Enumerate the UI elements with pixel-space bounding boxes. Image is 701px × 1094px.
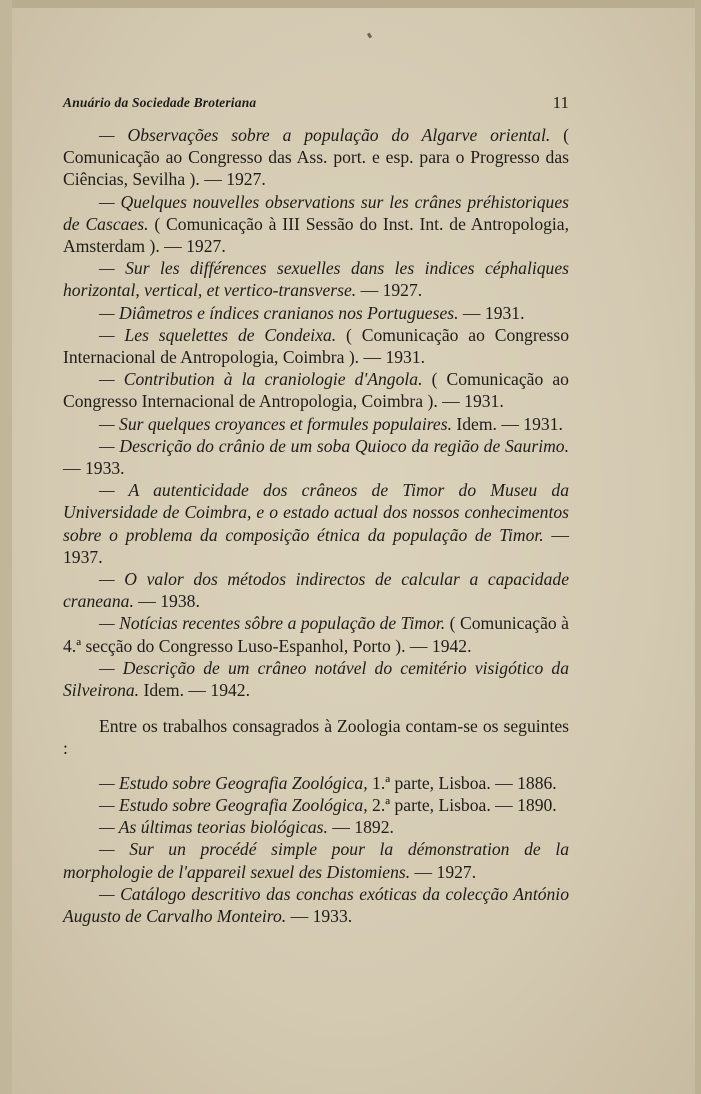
- bibliography-entry: [63, 124, 569, 191]
- bibliography-entry: [63, 883, 569, 927]
- entry-title: — Sur un procédé simple pour la démonstration de la morphologie de l'appareil sexuel des Distomiens.: [63, 839, 569, 882]
- page-edge-left: [0, 0, 12, 1094]
- bibliography-entry: [63, 413, 569, 435]
- entry-title: — Sur les différences sexuelles dans les indices céphaliques horizontal, vertical, et vertico-transverse.: [63, 258, 569, 301]
- entry-title: — Estudo sobre Geografia Zoológica,: [99, 772, 368, 793]
- entry-title: — Contribution à la craniologie d'Angola.: [99, 369, 423, 390]
- bibliography-entry: [63, 568, 569, 612]
- bibliography-entry: [63, 191, 569, 258]
- entry-details: ( Comunicação ao Congresso das Ass. port. e esp. para o Progresso das Ciências, Sevilha ). — 1927.: [63, 125, 569, 190]
- bibliography-entry: [63, 657, 569, 701]
- entry-details: ( Comunicação ao Congresso Internacional de Antropologia, Coimbra ). — 1931.: [63, 324, 569, 368]
- entry-details: ( Comunicação à 4.ª secção do Congresso Luso-Espanhol, Porto ). — 1942.: [63, 613, 569, 656]
- entry-details: — 1931.: [458, 302, 525, 323]
- entry-details: — 1927.: [356, 280, 423, 301]
- zoology-intro: Entre os trabalhos consagrados à Zoologia contam-se os seguintes :: [63, 716, 569, 759]
- entry-title: — Notícias recentes sôbre a população de Timor.: [99, 613, 446, 634]
- entry-details: — 1937.: [63, 524, 569, 567]
- bibliography-entry: [63, 257, 569, 301]
- entry-title: — Sur quelques croyances et formules populaires.: [99, 413, 452, 434]
- bibliography-entry: [63, 324, 569, 368]
- bibliography-entry: [63, 794, 569, 816]
- entry-details: — 1892.: [327, 817, 394, 838]
- entry-details: 1.ª parte, Lisboa. — 1886.: [367, 772, 557, 793]
- entry-title: — Estudo sobre Geografia Zoológica,: [99, 794, 368, 815]
- entry-title: — A autenticidade dos crâneos de Timor do Museu da Universidade de Coimbra, e o estado actual dos nossos conhecimentos sobre o problema da composição étnica da população de Timor.: [63, 480, 569, 545]
- body-text: [63, 124, 569, 927]
- journal-title: Anuário da Sociedade Broteriana: [63, 95, 257, 110]
- bibliography-entry: [63, 816, 569, 838]
- entry-details: ( Comunicação ao Congresso Internacional de Antropologia, Coimbra ). — 1931.: [63, 369, 569, 412]
- bibliography-entry: [63, 302, 569, 324]
- entry-details: Idem. — 1942.: [139, 680, 250, 701]
- bibliography-entry: [63, 772, 569, 794]
- entry-title: — As últimas teorias biológicas.: [99, 817, 328, 838]
- bibliography-entry: [63, 435, 569, 479]
- entry-details: — 1927.: [410, 861, 477, 882]
- entry-title: — Descrição de um crâneo notável do cemitério visigótico da Silveirona.: [63, 657, 569, 701]
- bibliography-entry: [63, 368, 569, 412]
- page-number: 11: [552, 93, 569, 112]
- running-head: [63, 93, 569, 115]
- entry-details: Idem. — 1931.: [451, 413, 563, 434]
- page-edge-right: [695, 0, 701, 1094]
- entry-details: — 1933.: [63, 458, 125, 479]
- entry-details: — 1938.: [133, 591, 200, 612]
- entry-details: — 1933.: [286, 905, 353, 926]
- bibliography-entry: [63, 479, 569, 568]
- page-edge-top: [0, 0, 701, 8]
- entry-title: — Catálogo descritivo das conchas exóticas da colecção António Augusto de Carvalho Monteiro.: [63, 883, 569, 926]
- dust-speck: [367, 33, 372, 39]
- entry-title: — Descrição do crânio de um soba Quioco da região de Saurimo.: [99, 435, 569, 456]
- entry-title: — Les squelettes de Condeixa.: [99, 324, 337, 345]
- entry-title: — Quelques nouvelles observations sur les crânes préhistoriques de Cascaes.: [63, 191, 569, 234]
- entry-details: ( Comunicação à III Sessão do Inst. Int. de Antropologia, Amsterdam ). — 1927.: [63, 213, 570, 257]
- entry-title: — O valor dos métodos indirectos de calcular a capacidade craneana.: [63, 569, 569, 612]
- bibliography-entry: [63, 612, 569, 656]
- entry-title: — Observações sobre a população do Algarve oriental.: [99, 125, 551, 145]
- entry-details: 2.ª parte, Lisboa. — 1890.: [367, 794, 557, 815]
- entry-title: — Diâmetros e índices cranianos nos Portugueses.: [99, 302, 459, 323]
- bibliography-entry: [63, 838, 569, 882]
